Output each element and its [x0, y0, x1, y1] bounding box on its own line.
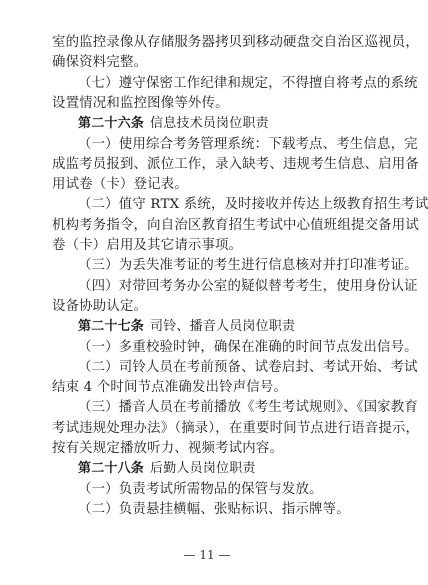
paragraph-line: （三）播音人员在考前播放《考生考试规则》、《国家教育: [78, 400, 418, 416]
article-number: 第二十七条: [78, 319, 145, 335]
article-number: 第二十八条: [78, 461, 145, 477]
paragraph-line: 设置情况和监控图像等外传。: [52, 95, 229, 111]
paragraph-line: （一）使用综合考务管理系统：下载考点、考生信息，完: [78, 136, 418, 152]
paragraph-line: （一）负责考试所需物品的保管与发放。: [78, 481, 323, 497]
paragraph-line: 卷（卡）启用及其它请示事项。: [52, 238, 243, 253]
article-number: 第二十六条: [78, 116, 145, 132]
paragraph-line: 确保资料完整。: [52, 55, 148, 71]
paragraph-line: 考试违规处理办法》（摘录），在重要时间节点进行语音提示，: [52, 420, 420, 436]
paragraph-line: 按有关规定播放听力、视频考试内容。: [52, 441, 284, 456]
article-title: 后勤人员岗位职责: [150, 461, 256, 477]
paragraph-line: （一）多重校验时钟，确保在准确的时间节点发出信号。: [78, 339, 418, 355]
paragraph-line: 用试卷（卡）登记表。: [52, 177, 188, 193]
article-title: 信息技术员岗位职责: [150, 116, 269, 132]
paragraph-line: 设备协助认定。: [52, 298, 148, 314]
paragraph-line: 成监考员报到、派位工作，录入缺考、违规考生信息、启用备: [52, 156, 419, 172]
paragraph-line: （二）值守 RTX 系统，及时接收并传达上级教育招生考试: [78, 197, 428, 213]
paragraph-line: （二）司铃人员在考前预备、试卷启封、考试开始、考试: [78, 359, 418, 375]
paragraph-line: （二）负责悬挂横幅、张贴标识、指示牌等。: [78, 501, 350, 517]
paragraph-line: （七）遵守保密工作纪律和规定，不得擅自将考点的系统: [78, 75, 418, 91]
article-heading-27: [78, 319, 370, 335]
paragraph-line: （四）对带回考务办公室的疑似替考考生，使用身份认证: [78, 278, 418, 294]
paragraph-line: 室的监控录像从存储服务器拷贝到移动硬盘交自治区巡视员，: [52, 35, 419, 50]
paragraph-line: （三）为丢失准考证的考生进行信息核对并打印准考证。: [78, 258, 418, 274]
paragraph-line: 结束 4 个时间节点准确发出铃声信号。: [52, 380, 288, 396]
article-title: 司铃、播音人员岗位职责: [150, 319, 296, 335]
page-number: — 11 —: [183, 548, 231, 562]
paragraph-line: 机构考务指令，向自治区教育招生考试中心值班组提交备用试: [52, 217, 419, 233]
article-heading-26: [78, 116, 370, 132]
